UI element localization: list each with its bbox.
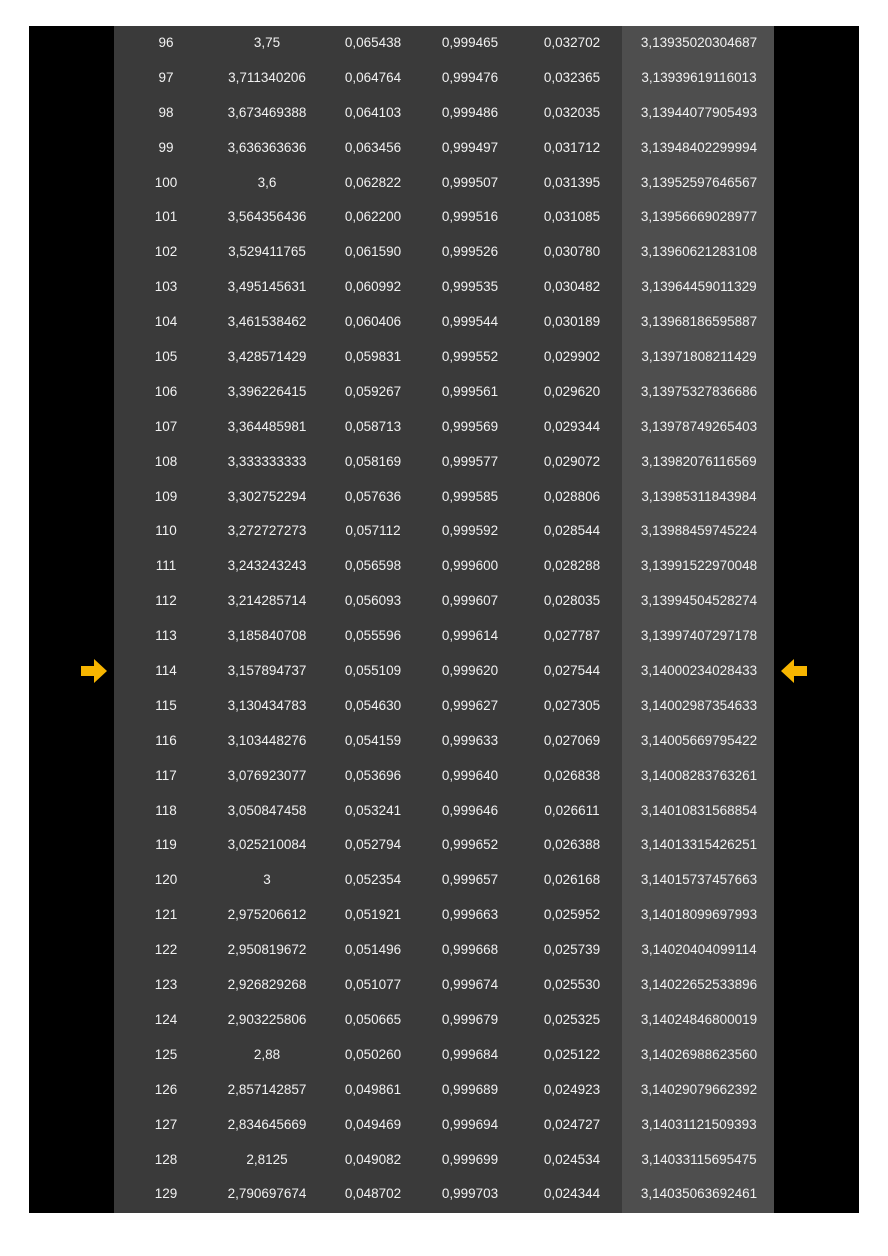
table-row (114, 968, 774, 1003)
table-cell: 0,025739 (543, 942, 601, 958)
table-cell: 0,999585 (441, 488, 499, 504)
table-cell: 104 (154, 314, 178, 330)
table-cell: 3,13994504528274 (640, 593, 758, 609)
table-cell: 3,461538462 (227, 314, 307, 330)
table-cell: 3,14029079662392 (640, 1081, 758, 1097)
table-cell: 0,999627 (441, 697, 499, 713)
table-cell: 0,999699 (441, 1151, 499, 1167)
table-cell: 0,025325 (543, 1011, 601, 1027)
table-cell: 0,026388 (543, 837, 601, 853)
arrow-right-icon (81, 659, 107, 683)
table-row (114, 724, 774, 759)
table-row (114, 480, 774, 515)
table-cell: 0,999668 (441, 942, 499, 958)
table-cell: 0,999640 (441, 767, 499, 783)
table-row (114, 1003, 774, 1038)
table-cell: 0,054630 (344, 697, 402, 713)
table-cell: 2,926829268 (227, 977, 307, 993)
table-cell: 3,14033115695475 (641, 1151, 757, 1167)
table-cell: 3,13997407297178 (640, 628, 758, 644)
table-cell: 0,999516 (441, 209, 499, 225)
table-cell: 123 (154, 977, 178, 993)
table-cell: 3,13988459745224 (640, 523, 758, 539)
table-cell: 96 (158, 35, 174, 50)
table-cell: 0,061590 (344, 244, 402, 260)
table-cell: 0,999684 (441, 1046, 499, 1062)
table-cell: 3,13978749265403 (640, 418, 758, 434)
table-cell: 2,975206612 (227, 907, 307, 923)
table-cell: 0,999526 (441, 244, 499, 260)
table-cell: 0,029620 (543, 383, 601, 399)
table-row (114, 305, 774, 340)
table-row (114, 200, 774, 235)
table-row (114, 96, 774, 131)
table-row (114, 1073, 774, 1108)
table-row (114, 549, 774, 584)
table-cell: 0,030780 (543, 244, 601, 260)
table-cell: 0,999507 (441, 174, 499, 190)
table-row (114, 26, 774, 61)
table-cell: 0,999694 (441, 1116, 499, 1132)
table-cell: 3,6 (257, 174, 277, 190)
table-cell: 3,243243243 (227, 558, 307, 574)
table-row (114, 1108, 774, 1143)
table-cell: 3,13935020304687 (640, 35, 758, 50)
table-cell: 0,999544 (441, 314, 499, 330)
table-row (114, 933, 774, 968)
table-cell: 0,060406 (344, 314, 402, 330)
table-cell: 3,13960621283108 (640, 244, 758, 260)
table-row (114, 410, 774, 445)
table-cell: 0,050665 (344, 1011, 402, 1027)
table-cell: 0,999652 (441, 837, 499, 853)
table-cell: 0,026611 (544, 802, 600, 818)
table-cell: 0,062200 (344, 209, 402, 225)
table-cell: 0,027305 (543, 697, 601, 713)
table-cell: 3,14000234028433 (640, 663, 758, 679)
table-row (114, 689, 774, 724)
table-cell: 0,024534 (543, 1151, 601, 1167)
table-cell: 0,060992 (344, 279, 402, 295)
table-row (114, 1143, 774, 1178)
table-cell: 3,13982076116569 (641, 453, 757, 469)
table-cell: 3,364485981 (227, 418, 307, 434)
table-cell: 3,14010831568854 (640, 802, 758, 818)
table-cell: 105 (154, 349, 178, 365)
table-cell: 0,055596 (344, 628, 402, 644)
table-cell: 3,13985311843984 (641, 488, 757, 504)
table-cell: 0,056598 (344, 558, 402, 574)
table-cell: 3,13939619116013 (641, 69, 757, 85)
table-cell: 0,024344 (543, 1186, 601, 1202)
page-background (29, 26, 859, 1213)
table-cell: 0,057636 (344, 488, 402, 504)
table-cell: 0,999703 (441, 1186, 499, 1202)
table-cell: 0,027787 (543, 628, 601, 644)
table-cell: 3,185840708 (227, 628, 307, 644)
table-cell: 100 (154, 174, 178, 190)
table-cell: 0,025530 (543, 977, 601, 993)
table-row (114, 445, 774, 480)
table-cell: 0,999486 (441, 104, 499, 120)
table-cell: 2,834645669 (227, 1116, 307, 1132)
table-cell: 3,14013315426251 (640, 837, 758, 853)
table-cell: 2,857142857 (227, 1081, 307, 1097)
table-cell: 3,75 (253, 35, 281, 50)
table-cell: 0,999592 (441, 523, 499, 539)
table-cell: 0,051077 (344, 977, 402, 993)
table-cell: 0,028544 (543, 523, 601, 539)
table-cell: 0,049469 (344, 1116, 402, 1132)
table-cell: 0,024923 (543, 1081, 601, 1097)
table-cell: 0,052354 (344, 872, 402, 888)
table-row (114, 1177, 774, 1212)
table-cell: 106 (154, 383, 178, 399)
table-cell: 98 (158, 104, 174, 120)
table-row (114, 131, 774, 166)
table-cell: 3,396226415 (227, 383, 307, 399)
table-cell: 0,999577 (441, 453, 499, 469)
table-cell: 0,031085 (543, 209, 601, 225)
table-cell: 3,14020404099114 (641, 942, 757, 958)
table-cell: 0,999657 (441, 872, 499, 888)
table-cell: 0,999552 (441, 349, 499, 365)
table-cell: 0,999646 (441, 802, 499, 818)
data-table (114, 26, 774, 1213)
table-cell: 121 (154, 907, 178, 923)
table-cell: 3,428571429 (227, 349, 307, 365)
table-cell: 0,999600 (441, 558, 499, 574)
table-cell: 0,032365 (543, 69, 601, 85)
table-cell: 3,495145631 (227, 279, 307, 295)
table-cell: 0,026168 (543, 872, 601, 888)
table-cell: 3,14035063692461 (640, 1186, 758, 1202)
table-cell: 0,031712 (543, 139, 601, 155)
table-cell: 3,130434783 (227, 697, 307, 713)
table-cell: 3,636363636 (227, 139, 307, 155)
table-cell: 3,214285714 (227, 593, 307, 609)
table-cell: 0,028806 (543, 488, 601, 504)
table-cell: 3,14002987354633 (640, 697, 758, 713)
table-cell: 3,529411765 (228, 244, 306, 260)
table-cell: 3,13975327836686 (640, 383, 758, 399)
table-cell: 103 (154, 279, 178, 295)
table-cell: 102 (154, 244, 178, 260)
table-cell: 3,673469388 (227, 104, 307, 120)
table-cell: 2,8125 (246, 1151, 288, 1167)
table-cell: 0,029344 (543, 418, 601, 434)
table-cell: 3,13968186595887 (640, 314, 758, 330)
table-row (114, 235, 774, 270)
table-cell: 116 (155, 732, 177, 748)
table-row (114, 340, 774, 375)
table-row (114, 794, 774, 829)
table-body (114, 26, 774, 1213)
table-cell: 0,028035 (543, 593, 601, 609)
table-cell: 0,058169 (344, 453, 402, 469)
table-cell: 0,056093 (344, 593, 402, 609)
table-cell: 112 (155, 593, 177, 609)
table-cell: 3,14024846800019 (640, 1011, 758, 1027)
table-cell: 3,14022652533896 (640, 977, 758, 993)
table-cell: 0,052794 (344, 837, 402, 853)
table-cell: 124 (154, 1011, 178, 1027)
table-cell: 126 (154, 1081, 178, 1097)
table-cell: 0,053696 (344, 767, 402, 783)
table-cell: 3,13964459011329 (641, 279, 757, 295)
table-cell: 125 (154, 1046, 178, 1062)
table-cell: 0,029072 (543, 453, 601, 469)
table-cell: 0,059267 (344, 383, 402, 399)
table-row (114, 61, 774, 96)
table-cell: 0,048702 (344, 1186, 402, 1202)
table-cell: 3,13944077905493 (640, 104, 758, 120)
table-cell: 3,103448276 (227, 732, 307, 748)
table-cell: 0,059831 (344, 349, 402, 365)
table-cell: 2,950819672 (227, 942, 307, 958)
table-cell: 0,029902 (543, 349, 601, 365)
table-cell: 3,711340206 (228, 69, 306, 85)
table-cell: 0,028288 (543, 558, 601, 574)
table-cell: 3,076923077 (227, 767, 307, 783)
table-cell: 111 (155, 558, 177, 574)
table-cell: 3,14008283763261 (640, 767, 758, 783)
table-cell: 0,053241 (344, 802, 402, 818)
table-cell: 3,272727273 (227, 523, 307, 539)
table-cell: 0,026838 (543, 767, 601, 783)
table-cell: 0,999497 (441, 139, 499, 155)
table-cell: 3,14031121509393 (641, 1116, 757, 1132)
table-cell: 0,051921 (344, 907, 402, 923)
table-cell: 97 (158, 69, 174, 85)
table-cell: 117 (155, 767, 177, 783)
table-cell: 0,999614 (441, 628, 499, 644)
table-cell: 0,057112 (345, 523, 401, 539)
table-cell: 0,049861 (344, 1081, 402, 1097)
table-cell: 0,030482 (543, 279, 601, 295)
table-cell: 0,064103 (344, 104, 402, 120)
table-cell: 0,062822 (344, 174, 402, 190)
table-cell: 0,999569 (441, 418, 499, 434)
table-cell: 0,032035 (543, 104, 601, 120)
table-cell: 0,055109 (344, 663, 402, 679)
table-cell: 0,025122 (543, 1046, 601, 1062)
table-cell: 0,999689 (441, 1081, 499, 1097)
table-cell: 3,13956669028977 (640, 209, 758, 225)
table-row (114, 514, 774, 549)
table-cell: 0,063456 (344, 139, 402, 155)
table-cell: 0,999476 (441, 69, 499, 85)
table-cell: 3,13971808211429 (641, 349, 757, 365)
table-cell: 0,024727 (543, 1116, 601, 1132)
table-cell: 3 (263, 872, 271, 888)
table-cell: 113 (155, 628, 177, 644)
table-cell: 3,333333333 (227, 453, 307, 469)
table-cell: 3,025210084 (227, 837, 307, 853)
table-cell: 3,13948402299994 (640, 139, 758, 155)
table-cell: 129 (154, 1186, 178, 1202)
table-cell: 0,032702 (543, 35, 601, 50)
table-cell: 0,999465 (441, 35, 499, 50)
table-cell: 0,999633 (441, 732, 499, 748)
table-cell: 0,058713 (344, 418, 402, 434)
table-cell: 110 (155, 523, 177, 539)
table-row (114, 619, 774, 654)
table-cell: 109 (154, 488, 178, 504)
table-cell: 107 (154, 418, 178, 434)
table-cell: 2,790697674 (227, 1186, 307, 1202)
table-cell: 0,999535 (441, 279, 499, 295)
table-cell: 0,054159 (344, 732, 402, 748)
table-cell: 99 (158, 139, 174, 155)
table-cell: 0,031395 (543, 174, 601, 190)
table-cell: 3,13991522970048 (640, 558, 758, 574)
table-cell: 0,999679 (441, 1011, 499, 1027)
table-cell: 0,027544 (543, 663, 601, 679)
table-row (114, 654, 774, 689)
table-cell: 101 (154, 209, 178, 225)
table-row (114, 863, 774, 898)
arrow-left-icon (781, 659, 807, 683)
table-cell: 0,050260 (344, 1046, 402, 1062)
table-cell: 0,999607 (441, 593, 499, 609)
table-row (114, 375, 774, 410)
table-cell: 0,064764 (344, 69, 402, 85)
table-row (114, 759, 774, 794)
table-cell: 3,564356436 (227, 209, 307, 225)
table-cell: 128 (154, 1151, 178, 1167)
table-cell: 0,999561 (441, 383, 499, 399)
table-cell: 114 (155, 663, 177, 679)
table-cell: 0,051496 (344, 942, 402, 958)
table-cell: 3,14018099697993 (640, 907, 758, 923)
table-cell: 118 (155, 802, 177, 818)
table-cell: 2,903225806 (227, 1011, 307, 1027)
table-cell: 122 (154, 942, 178, 958)
table-cell: 0,049082 (344, 1151, 402, 1167)
table-cell: 3,050847458 (227, 802, 307, 818)
table-cell: 127 (154, 1116, 178, 1132)
table-cell: 3,14015737457663 (640, 872, 758, 888)
table-cell: 3,14005669795422 (640, 732, 758, 748)
table-row (114, 1038, 774, 1073)
table-cell: 0,025952 (543, 907, 601, 923)
table-cell: 108 (154, 453, 178, 469)
table-cell: 119 (155, 837, 177, 853)
table-cell: 3,14026988623560 (640, 1046, 758, 1062)
table-row (114, 166, 774, 201)
table-cell: 0,999674 (441, 977, 499, 993)
table-row (114, 898, 774, 933)
table-row (114, 584, 774, 619)
table-row (114, 270, 774, 305)
table-row (114, 828, 774, 863)
table-cell: 2,88 (253, 1046, 281, 1062)
table-cell: 0,065438 (344, 35, 402, 50)
table-cell: 120 (154, 872, 178, 888)
table-cell: 3,302752294 (227, 488, 307, 504)
table-cell: 115 (155, 697, 177, 713)
table-cell: 3,157894737 (227, 663, 307, 679)
table-cell: 0,999663 (441, 907, 499, 923)
table-cell: 0,999620 (441, 663, 499, 679)
table-cell: 0,027069 (543, 732, 601, 748)
table-cell: 0,030189 (543, 314, 601, 330)
table-cell: 3,13952597646567 (640, 174, 758, 190)
